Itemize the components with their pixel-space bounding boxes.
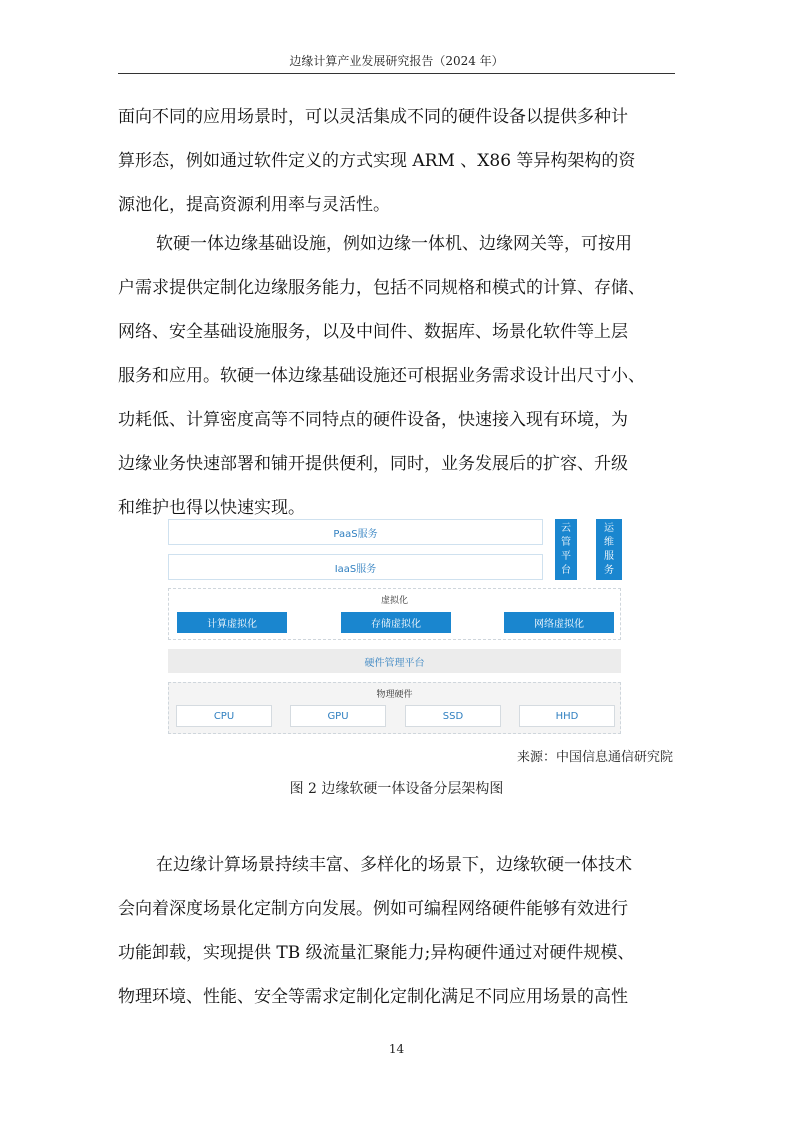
network-virtualization: 网络虚拟化 [504, 612, 614, 633]
hardware-mgmt-platform: 硬件管理平台 [168, 649, 621, 673]
text-line: 功能卸载，实现提供 TB 级流量汇聚能力;异构硬件通过对硬件规模、 [118, 943, 635, 963]
running-header: 边缘计算产业发展研究报告（2024 年） [289, 54, 504, 68]
text-line: 功耗低、计算密度高等不同特点的硬件设备，快速接入现有环境，为 [118, 410, 628, 430]
text-line: 面向不同的应用场景时，可以灵活集成不同的硬件设备以提供多种计 [118, 107, 628, 127]
iaas-layer: IaaS服务 [168, 554, 543, 580]
text-line: 会向着深度场景化定制方向发展。例如可编程网络硬件能够有效进行 [118, 899, 628, 919]
cloud-mgmt-platform [555, 519, 577, 580]
compute-virtualization: 计算虚拟化 [177, 612, 287, 633]
ops-service [596, 519, 622, 580]
text-line: 算形态，例如通过软件定义的方式实现 ARM 、X86 等异构架构的资 [118, 151, 636, 171]
paas-layer: PaaS服务 [168, 519, 543, 545]
physical-hardware-panel [168, 682, 621, 734]
gpu-box: GPU [290, 705, 386, 727]
ops-service-char: 务 [604, 564, 614, 576]
storage-virtualization: 存储虚拟化 [341, 612, 451, 633]
text-line: 服务和应用。软硬一体边缘基础设施还可根据业务需求设计出尺寸小、 [118, 366, 645, 386]
text-line: 软硬一体边缘基础设施，例如边缘一体机、边缘网关等，可按用 [156, 234, 632, 254]
figure-source: 来源：中国信息通信研究院 [516, 750, 673, 765]
paragraph-1 [118, 95, 678, 227]
paragraph-2 [118, 222, 678, 530]
page-number: 14 [388, 1042, 405, 1056]
virtualization-title: 虚拟化 [380, 596, 408, 606]
cloud-mgmt-char: 云 [561, 522, 571, 534]
cloud-mgmt-char: 平 [561, 550, 571, 562]
figure-caption: 图 2 边缘软硬一体设备分层架构图 [289, 781, 504, 797]
paragraph-3 [118, 843, 678, 1019]
header-rule [118, 73, 675, 74]
cloud-mgmt-char: 台 [561, 564, 571, 576]
text-line: 户需求提供定制化边缘服务能力，包括不同规格和模式的计算、存储、 [118, 278, 645, 298]
physical-hardware-title: 物理硬件 [376, 690, 413, 700]
text-line: 网络、安全基础设施服务，以及中间件、数据库、场景化软件等上层 [118, 322, 628, 342]
architecture-diagram [168, 517, 624, 735]
text-line: 和维护也得以快速实现。 [118, 498, 305, 518]
ops-service-char: 维 [604, 536, 614, 548]
cpu-box: CPU [176, 705, 272, 727]
hhd-box: HHD [519, 705, 615, 727]
ssd-box: SSD [405, 705, 501, 727]
text-line: 物理环境、性能、安全等需求定制化定制化满足不同应用场景的高性 [118, 987, 628, 1007]
text-line: 源池化，提高资源利用率与灵活性。 [118, 195, 390, 215]
text-line: 在边缘计算场景持续丰富、多样化的场景下，边缘软硬一体技术 [156, 855, 632, 875]
cloud-mgmt-char: 管 [561, 536, 571, 548]
virtualization-panel [168, 588, 621, 640]
ops-service-char: 服 [604, 550, 614, 562]
ops-service-char: 运 [604, 522, 614, 534]
text-line: 边缘业务快速部署和铺开提供便利，同时，业务发展后的扩容、升级 [118, 454, 628, 474]
